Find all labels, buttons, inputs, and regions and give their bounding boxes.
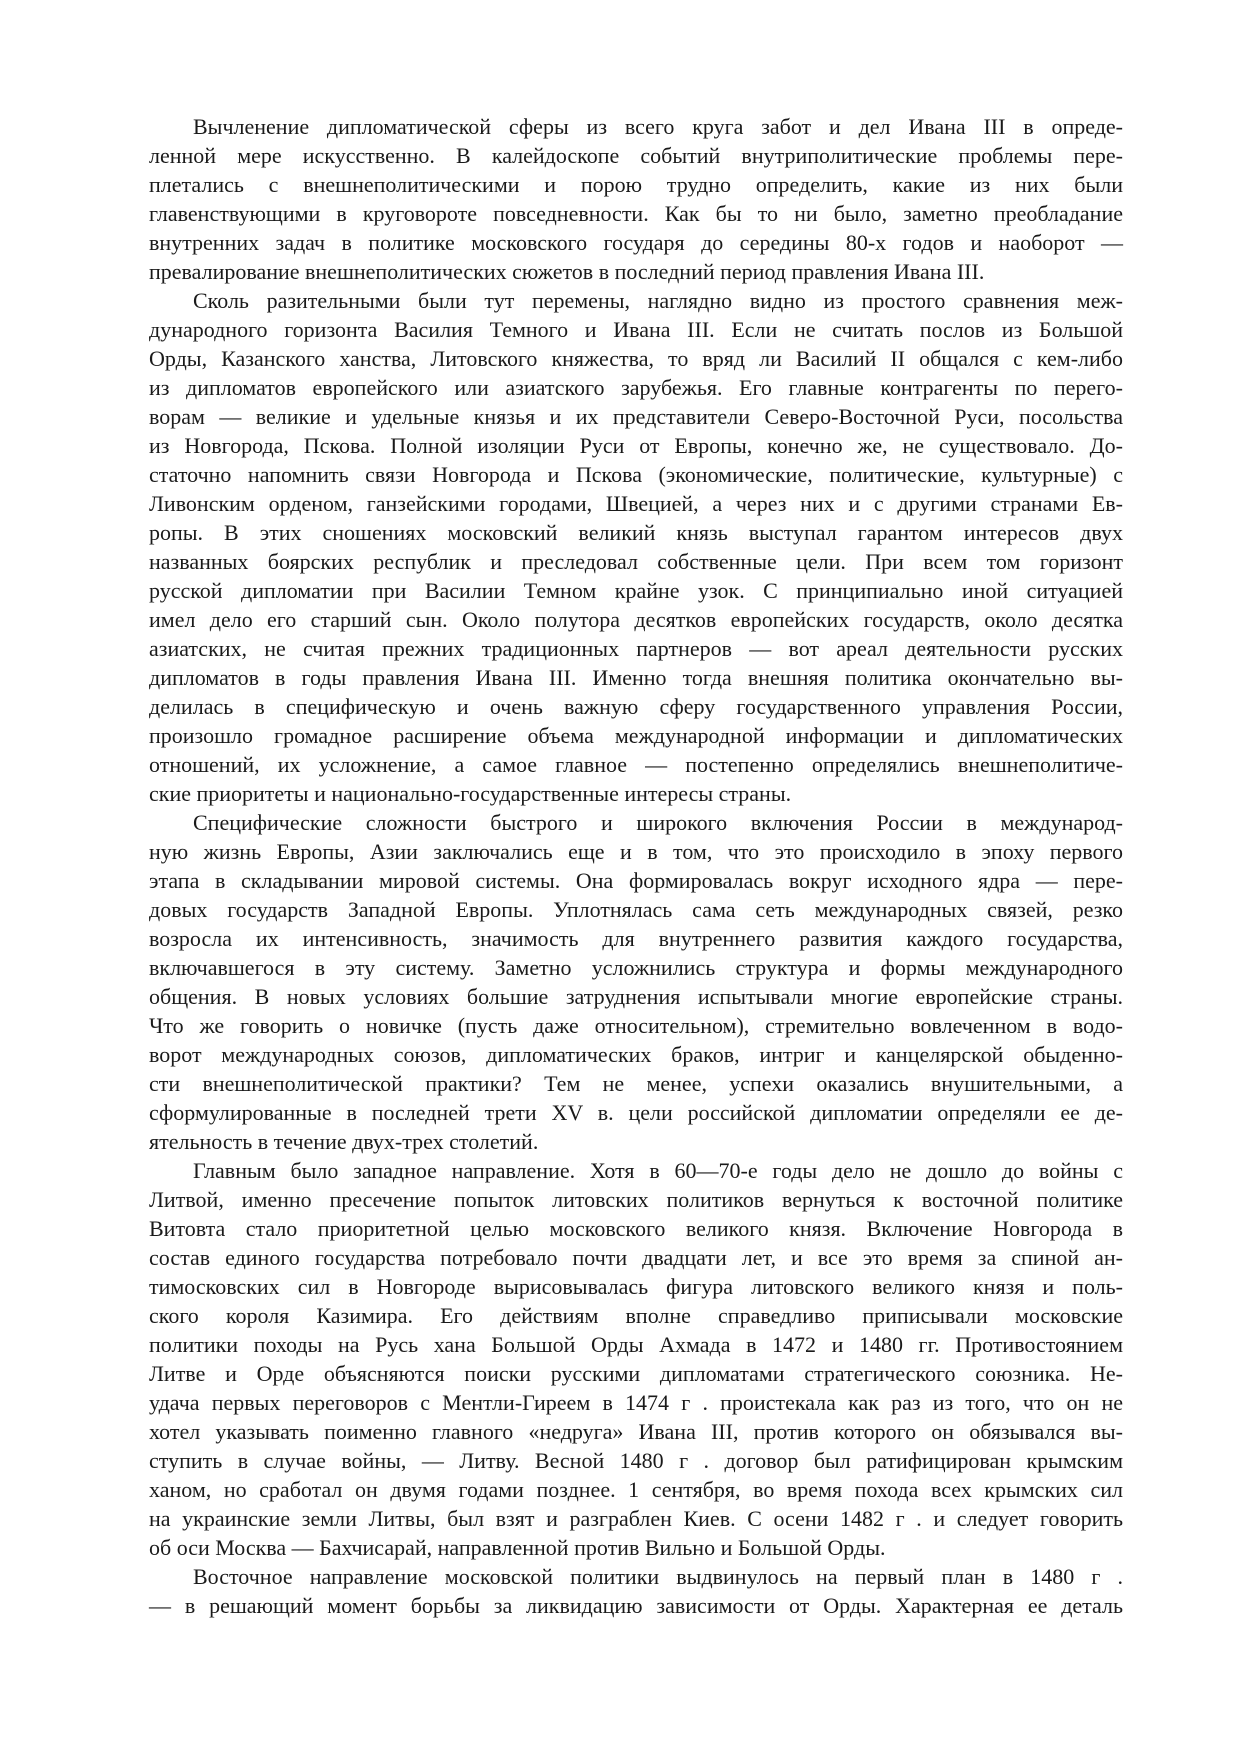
text-line: состав единого государства потребовало почти двадцати лет, и все это время за спиной ан- [149,1245,1123,1270]
text-line: сформулированные в последней трети XV в. цели российской дипломатии определяли ее де- [149,1100,1123,1125]
text-line: тимосковских сил в Новгороде вырисовывалась фигура литовского великого князя и поль- [149,1274,1123,1299]
text-line: довых государств Западной Европы. Уплотнялась сама сеть международных связей, резко [149,897,1123,922]
text-line: Литвой, именно пресечение попыток литовских политиков вернуться к восточной политике [149,1187,1123,1212]
text-line: плетались с внешнеполитическими и порою трудно определить, какие из них были [149,172,1123,197]
text-line: сти внешнеполитической практики? Тем не менее, успехи оказались внушительными, а [149,1071,1123,1096]
paragraph-3 [149,808,1123,1156]
text-line: хотел указывать поименно главного «недруга» Ивана III, против которого он обязывался вы- [149,1419,1123,1444]
text-line: Сколь разительными были тут перемены, наглядно видно из простого сравнения меж- [193,288,1123,313]
text-line: дипломатов в годы правления Ивана III. Именно тогда внешняя политика окончательно вы- [149,665,1123,690]
text-line: удача первых переговоров с Ментли-Гиреем в 1474 г . проистекала как раз из того, что он не [149,1390,1123,1415]
text-line: произошло громадное расширение объема международной информации и дипломатических [149,723,1123,748]
paragraph-1 [149,112,1123,286]
text-line: отношений, их усложнение, а самое главное — постепенно определялись внешнеполитиче- [149,752,1123,777]
text-line: Специфические сложности быстрого и широкого включения России в международ- [193,810,1123,835]
text-line: главенствующими в круговороте повседневности. Как бы то ни было, заметно преобладание [149,201,1123,226]
text-line: ские приоритеты и национально-государственные интересы страны. [149,781,792,806]
text-line: ятельность в течение двух-трех столетий. [149,1129,539,1154]
text-line: Литве и Орде объясняются поиски русскими дипломатами стратегического союзника. Не- [149,1361,1123,1386]
text-line: имел дело его старший сын. Около полутора десятков европейских государств, около десятка [149,607,1123,632]
text-line: азиатских, не считая прежних традиционных партнеров — вот ареал деятельности русских [149,636,1123,661]
text-line: возросла их интенсивность, значимость для внутреннего развития каждого государства, [149,926,1123,951]
text-line: ского короля Казимира. Его действиям вполне справедливо приписывали московские [149,1303,1123,1328]
text-line: статочно напомнить связи Новгорода и Пскова (экономические, политические, культурные) с [149,462,1123,487]
text-line: включавшегося в эту систему. Заметно усложнились структура и формы международного [149,955,1123,980]
text-line: этапа в складывании мировой системы. Она формировалась вокруг исходного ядра — пере- [149,868,1123,893]
paragraph-5 [149,1562,1123,1620]
text-line: ленной мере искусственно. В калейдоскопе событий внутриполитические проблемы пере- [149,143,1123,168]
text-line: ворот международных союзов, дипломатических браков, интриг и канцелярской обыденно- [149,1042,1123,1067]
text-line: названных боярских республик и преследовал собственные цели. При всем том горизонт [149,549,1123,574]
text-line: ступить в случае войны, — Литву. Весной 1480 г . договор был ратифицирован крымским [149,1448,1123,1473]
text-line: ханом, но сработал он двумя годами позднее. 1 сентября, во время похода всех крымских сил [149,1477,1123,1502]
text-line: превалирование внешнеполитических сюжетов в последний период правления Ивана III. [149,259,985,284]
text-line: ворам — великие и удельные князья и их представители Северо-Восточной Руси, посольства [149,404,1123,429]
text-line: Ливонским орденом, ганзейскими городами, Швецией, а через них и с другими странами Ев- [149,491,1123,516]
text-line: Главным было западное направление. Хотя в 60—70-е годы дело не дошло до войны с [193,1158,1123,1183]
text-line: Вычленение дипломатической сферы из всего круга забот и дел Ивана III в опреде- [193,114,1123,139]
text-line: — в решающий момент борьбы за ликвидацию зависимости от Орды. Характерная ее деталь [149,1593,1123,1618]
text-line: на украинские земли Литвы, был взят и разграблен Киев. С осени 1482 г . и следует говорить [149,1506,1123,1531]
text-line: ропы. В этих сношениях московский великий князь выступал гарантом интересов двух [149,520,1123,545]
text-line: внутренних задач в политике московского государя до середины 80-х годов и наоборот — [149,230,1123,255]
text-line: Витовта стало приоритетной целью московского великого князя. Включение Новгорода в [149,1216,1123,1241]
text-line: ную жизнь Европы, Азии заключались еще и в том, что это происходило в эпоху первого [149,839,1123,864]
text-line: Восточное направление московской политики выдвинулось на первый план в 1480 г . [193,1564,1123,1589]
text-line: общения. В новых условиях большие затруднения испытывали многие европейские страны. [149,984,1123,1009]
text-line: Что же говорить о новичке (пусть даже относительном), стремительно вовлеченном в водо- [149,1013,1123,1038]
text-line: делилась в специфическую и очень важную сферу государственного управления России, [149,694,1123,719]
text-line: дународного горизонта Василия Темного и Ивана III. Если не считать послов из Большой [149,317,1123,342]
text-line: из Новгорода, Пскова. Полной изоляции Руси от Европы, конечно же, не существовало. До- [149,433,1123,458]
text-line: политики походы на Русь хана Большой Орды Ахмада в 1472 и 1480 гг. Противостоянием [149,1332,1123,1357]
document-page [149,112,1123,1620]
text-line: Орды, Казанского ханства, Литовского княжества, то вряд ли Василий II общался с кем-либо [149,346,1123,371]
text-line: из дипломатов европейского или азиатского зарубежья. Его главные контрагенты по перего- [149,375,1123,400]
text-line: об оси Москва — Бахчисарай, направленной против Вильно и Большой Орды. [149,1535,886,1560]
paragraph-2 [149,286,1123,808]
text-line: русской дипломатии при Василии Темном крайне узок. С принципиально иной ситуацией [149,578,1123,603]
paragraph-4 [149,1156,1123,1562]
